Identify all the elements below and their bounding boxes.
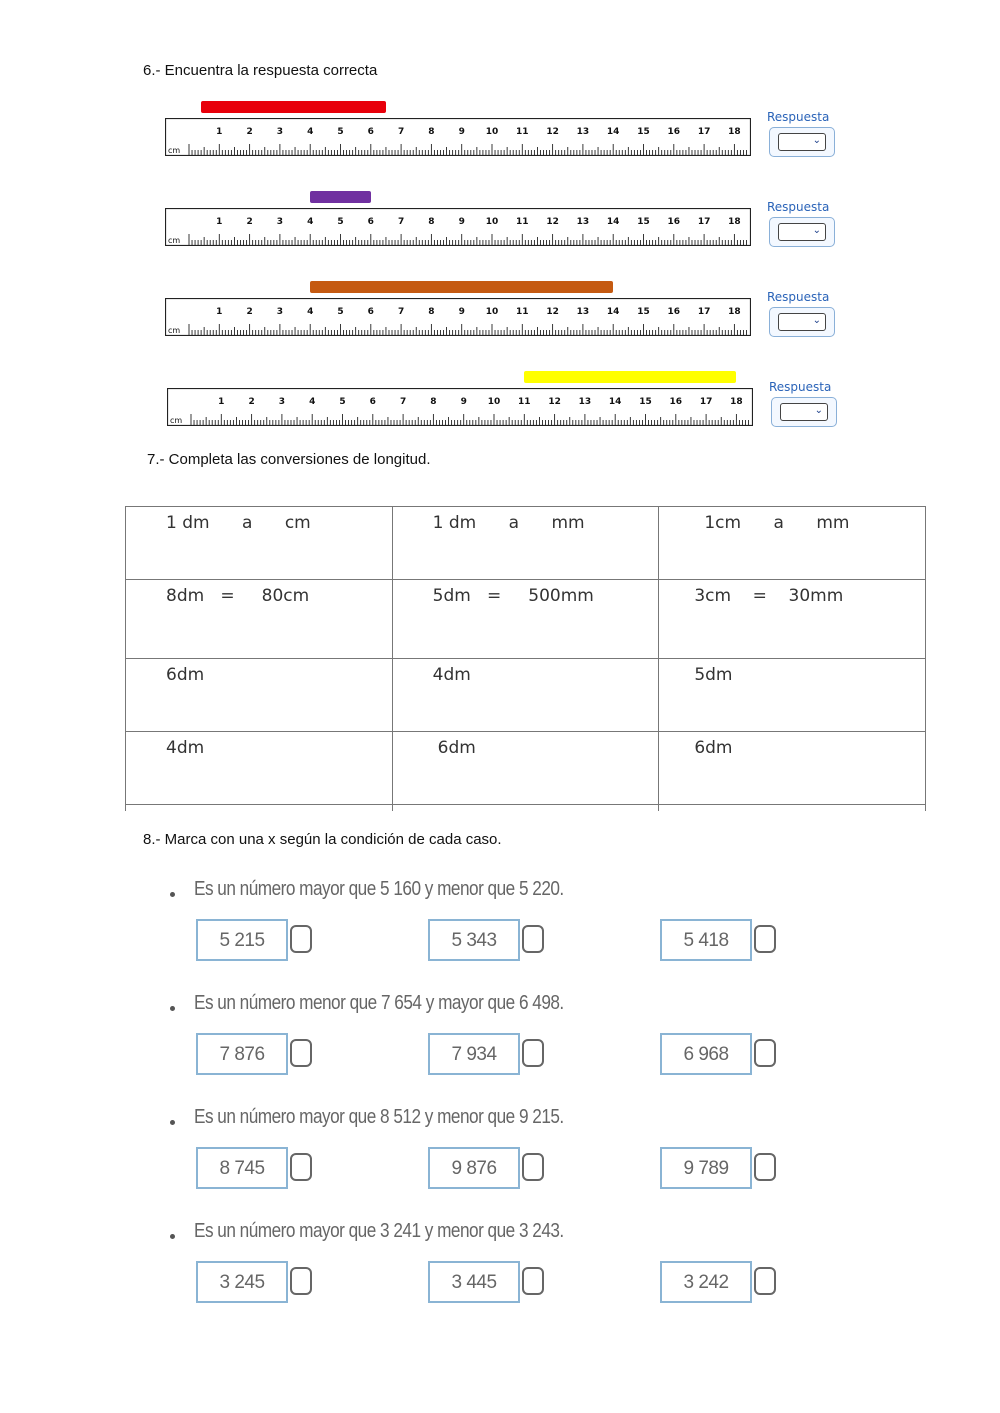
mark-checkbox[interactable] [754,1267,776,1295]
table-cell[interactable] [659,805,926,812]
mark-checkbox[interactable] [290,1153,312,1181]
number-option: 8 745 [196,1147,288,1189]
answer-box [769,217,835,247]
ruler-frame [166,299,751,336]
ruler-number: 16 [669,397,683,407]
measured-bar [524,371,736,383]
ruler-number: 8 [430,397,437,407]
ruler-number: 1 [216,217,223,227]
number-option: 7 876 [196,1033,288,1075]
bullet [170,1006,175,1011]
condition-text: Es un número mayor que 3 241 y menor que 3 243. [194,1220,564,1242]
ruler-unit-label: cm [168,236,181,245]
ruler-number: 16 [667,307,681,317]
chevron-down-icon: ⌄ [812,315,821,326]
ruler-number: 17 [697,217,711,227]
ruler-number: 13 [576,307,590,317]
mark-checkbox[interactable] [290,1267,312,1295]
answer-label: Respuesta [767,110,830,124]
table-cell[interactable]: 6dm [659,732,926,805]
bullet [170,892,175,897]
ruler-number: 1 [216,127,223,137]
ruler-number: 14 [606,127,620,137]
question-7-title: 7.- Completa las conversiones de longitud. [147,451,431,468]
ruler-unit-label: cm [168,326,181,335]
table-cell[interactable]: 5dm [659,659,926,732]
ruler-frame [166,209,751,246]
ruler-number: 6 [367,217,374,227]
ruler-number: 3 [276,127,284,137]
ruler-number: 6 [369,397,376,407]
table-cell[interactable]: 1cm a mm [659,507,926,580]
ruler-number: 11 [516,217,529,227]
table-cell[interactable]: 6dm [392,732,659,805]
number-option: 3 242 [660,1261,752,1303]
ruler-number: 9 [458,217,465,227]
ruler-number: 17 [699,397,713,407]
mark-checkbox[interactable] [754,1153,776,1181]
chevron-down-icon: ⌄ [812,135,821,146]
answer-box [769,127,835,157]
ruler-number: 15 [639,397,652,407]
number-option: 5 343 [428,919,520,961]
ruler-number: 5 [339,397,346,407]
ruler-number: 2 [246,307,253,317]
bullet [170,1234,175,1239]
ruler-number: 9 [460,397,467,407]
ruler-frame [166,119,751,156]
number-option: 6 968 [660,1033,752,1075]
number-option: 9 789 [660,1147,752,1189]
table-cell[interactable]: 6dm [126,659,393,732]
table-cell[interactable]: 4dm [126,732,393,805]
ruler-number: 3 [276,217,284,227]
ruler-number: 17 [697,127,711,137]
ruler-number: 10 [485,217,499,227]
ruler-number: 4 [307,127,314,137]
answer-dropdown[interactable] [778,223,826,241]
conversion-table [125,506,926,811]
ruler-number: 5 [337,307,344,317]
ruler-number: 12 [546,307,559,317]
chevron-down-icon: ⌄ [812,225,821,236]
ruler-number: 8 [428,307,435,317]
table-cell[interactable]: 1 dm a mm [392,507,659,580]
conversion-table-area [124,505,928,811]
ruler-number: 6 [367,307,374,317]
answer-box [771,397,837,427]
table-row [126,732,926,805]
ruler [165,118,751,156]
ruler-number: 8 [428,127,435,137]
ruler-number: 18 [730,397,743,407]
ruler-number: 7 [397,217,405,227]
ruler-number: 13 [576,217,590,227]
chevron-down-icon: ⌄ [814,405,823,416]
ruler-number: 1 [218,397,225,407]
ruler-number: 14 [608,397,622,407]
ruler-number: 1 [216,307,223,317]
table-cell[interactable]: 3cm = 30mm [659,580,926,659]
answer-label: Respuesta [767,290,830,304]
ruler-number: 16 [667,217,681,227]
ruler-number: 16 [667,127,681,137]
answer-dropdown[interactable] [778,313,826,331]
table-cell[interactable]: 5dm = 500mm [392,580,659,659]
number-option: 5 418 [660,919,752,961]
ruler-number: 6 [367,127,374,137]
ruler-frame [168,389,753,426]
ruler-number: 14 [606,217,620,227]
number-option: 9 876 [428,1147,520,1189]
ruler-unit-label: cm [170,416,183,425]
ruler-number: 4 [309,397,316,407]
table-row [126,805,926,812]
answer-dropdown[interactable] [778,133,826,151]
ruler-number: 2 [248,397,255,407]
ruler-number: 11 [516,127,529,137]
ruler-number: 11 [516,307,529,317]
number-option: 3 445 [428,1261,520,1303]
ruler-number: 2 [246,127,253,137]
mark-checkbox[interactable] [290,1039,312,1067]
ruler-unit-label: cm [168,146,181,155]
ruler-number: 5 [337,127,344,137]
ruler-number: 14 [606,307,620,317]
table-cell[interactable]: 1 dm a cm [126,507,393,580]
ruler-number: 9 [458,127,465,137]
mark-checkbox[interactable] [290,925,312,953]
condition-text: Es un número mayor que 8 512 y menor que 9 215. [194,1106,564,1128]
answer-dropdown[interactable] [780,403,828,421]
answer-label: Respuesta [767,200,830,214]
ruler-number: 4 [307,307,314,317]
answer-box [769,307,835,337]
ruler-number: 15 [637,307,650,317]
bullet [170,1120,175,1125]
answer-label: Respuesta [769,380,832,394]
table-cell[interactable]: 4dm [392,659,659,732]
ruler-number: 7 [399,397,407,407]
ruler-number: 12 [546,217,559,227]
mark-checkbox[interactable] [754,925,776,953]
condition-text: Es un número menor que 7 654 y mayor que 6 498. [194,992,564,1014]
ruler-number: 3 [278,397,286,407]
ruler-number: 12 [548,397,561,407]
mark-checkbox[interactable] [754,1039,776,1067]
condition-text: Es un número mayor que 5 160 y menor que 5 220. [194,878,564,900]
table-cell[interactable]: 8dm = 80cm [126,580,393,659]
question-8-title: 8.- Marca con una x según la condición de cada caso. [143,831,502,848]
ruler-number: 15 [637,217,650,227]
ruler-number: 8 [428,217,435,227]
table-row [126,507,926,580]
measured-bar [310,191,371,203]
mark-checkbox[interactable] [522,925,544,953]
number-option: 5 215 [196,919,288,961]
ruler-number: 12 [546,127,559,137]
mark-checkbox[interactable] [522,1039,544,1067]
ruler-number: 10 [485,307,499,317]
table-cell[interactable] [126,805,393,812]
ruler [165,298,751,336]
ruler-number: 18 [728,307,741,317]
mark-checkbox[interactable] [522,1267,544,1295]
ruler-number: 3 [276,307,284,317]
ruler-number: 10 [485,127,499,137]
ruler-number: 18 [728,217,741,227]
ruler-number: 7 [397,127,405,137]
mark-checkbox[interactable] [522,1153,544,1181]
ruler-number: 15 [637,127,650,137]
table-cell[interactable] [392,805,659,812]
ruler-number: 17 [697,307,711,317]
ruler-number: 11 [518,397,531,407]
ruler-number: 2 [246,217,253,227]
ruler [167,388,753,426]
measured-bar [201,101,386,113]
question-6-title: 6.- Encuentra la respuesta correcta [143,62,378,79]
number-option: 7 934 [428,1033,520,1075]
ruler [165,208,751,246]
measured-bar [310,281,613,293]
number-option: 3 245 [196,1261,288,1303]
table-row [126,580,926,659]
ruler-number: 13 [576,127,590,137]
ruler-number: 7 [397,307,405,317]
ruler-number: 5 [337,217,344,227]
table-row [126,659,926,732]
ruler-number: 13 [578,397,592,407]
ruler-number: 9 [458,307,465,317]
ruler-number: 10 [487,397,501,407]
ruler-number: 18 [728,127,741,137]
ruler-number: 4 [307,217,314,227]
